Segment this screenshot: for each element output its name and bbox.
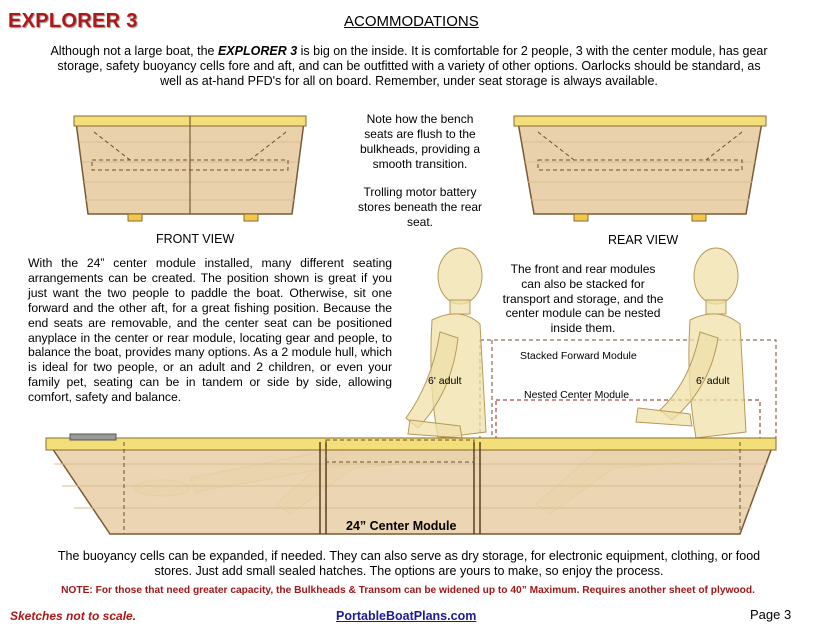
intro-after: is big on the inside. It is comfortable for 2 people, 3 with the center module, has gear storage, safety buoyancy cells fore and aft, and can be outfitted with a variety of other options. Oarlocks should be standard, as well as at-hand PFD's for all on board. Remember, under seat storage is always available.	[57, 44, 768, 88]
stacked-module-label: Stacked Forward Module	[520, 350, 637, 362]
front-view-drawing	[70, 112, 310, 224]
nested-module-label: Nested Center Module	[524, 389, 630, 401]
bench-seat-note: Note how the bench seats are flush to the bulkheads, providing a smooth transition.	[359, 112, 481, 171]
sketch-disclaimer: Sketches not to scale.	[10, 609, 137, 623]
page-number: Page 3	[750, 607, 792, 622]
buoyancy-paragraph: The buoyancy cells can be expanded, if needed. They can also serve as dry storage, for electronic equipment, clothing, or food stores. Just add small sealed hatches. The options are yours to make, so enjoy the process.	[57, 549, 761, 578]
page-heading: ACOMMODATIONS	[344, 13, 479, 30]
stacking-note: The front and rear modules can also be stacked for transport and storage, and the center module can be nested inside them.	[502, 262, 664, 336]
brand-title: EXPLORER 3	[8, 10, 138, 32]
rear-view-label: REAR VIEW	[608, 233, 679, 247]
front-view-label: FRONT VIEW	[156, 232, 235, 246]
intro-before: Although not a large boat, the	[50, 44, 218, 58]
website-link[interactable]: PortableBoatPlans.com	[336, 609, 477, 623]
right-adult-label: 6' adult	[696, 375, 730, 387]
center-module-label: 24” Center Module	[346, 519, 457, 533]
rear-view-drawing	[512, 112, 768, 224]
intro-boat-name: EXPLORER 3	[217, 44, 298, 58]
intro-paragraph	[46, 44, 772, 89]
battery-note: Trolling motor battery stores beneath the rear seat.	[357, 185, 483, 229]
seating-paragraph: With the 24” center module installed, many different seating arrangements can be created. The position shown is great if you just want the two people to paddle the boat. Otherwise, sit one forward and the other aft, for a great fishing position. Because the end seats are removable, and the center seat can be positioned anyplace in the center or rear module, locating gear and people, to balance the boat, provides many options. As a 2 module hull, which is ideal for two people, or an adult and 2 children, or even your family pet, seating can be in tandem or side by side, allowing comfort, safety and balance.	[28, 256, 392, 405]
left-adult-label: 6' adult	[428, 375, 462, 387]
capacity-note: NOTE: For those that need greater capacity, the Bulkheads & Transom can be widened up to 40” Maximum. Requires another sheet of plywood.	[61, 585, 755, 596]
